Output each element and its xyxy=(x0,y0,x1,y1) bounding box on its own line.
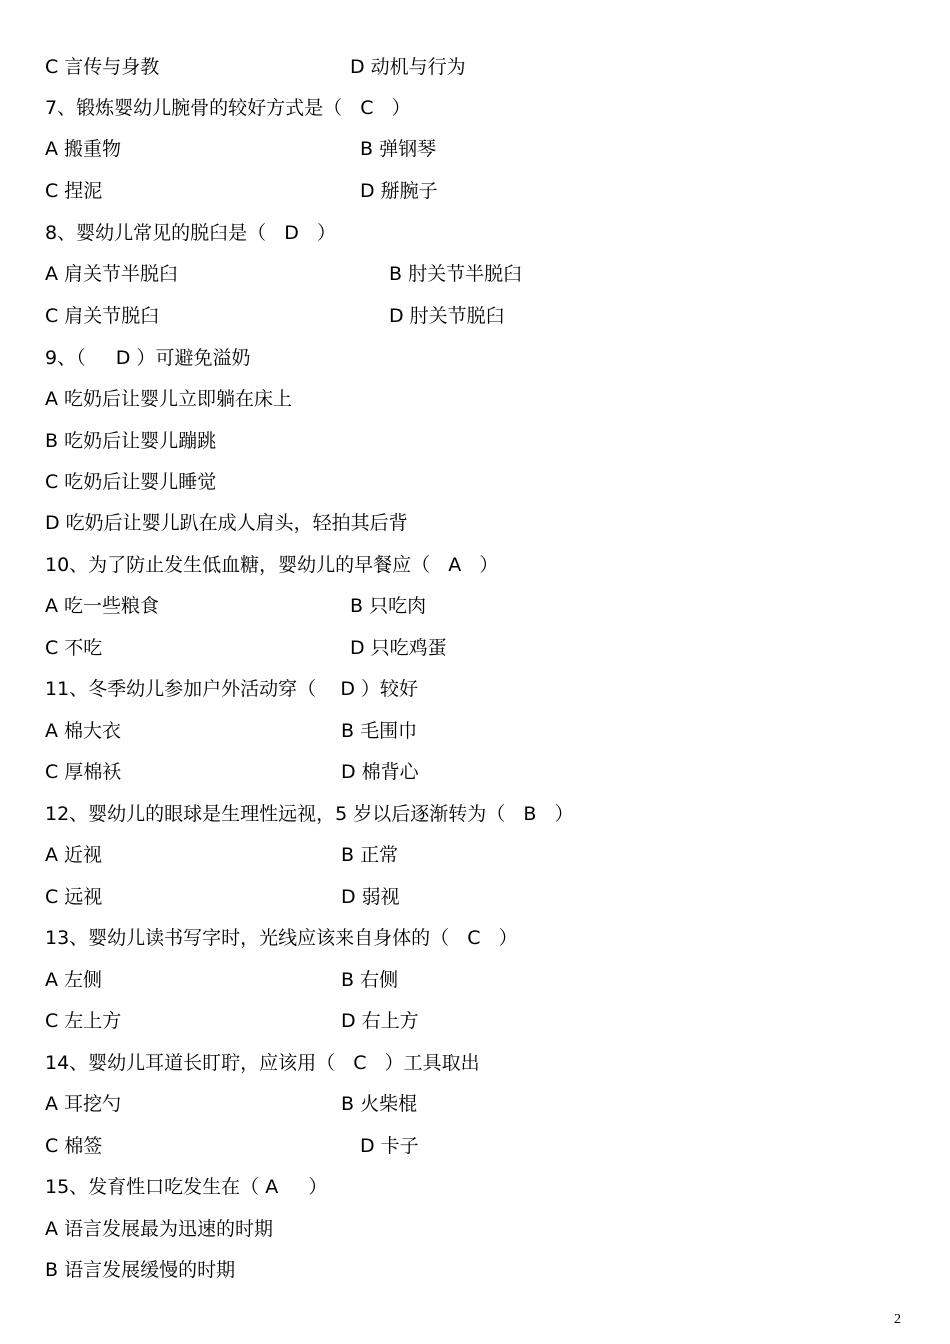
option-c: C 言传与身教 xyxy=(45,56,160,78)
option-a: A 搬重物 xyxy=(45,138,122,160)
option-b: B 吃奶后让婴儿蹦跳 xyxy=(45,430,217,452)
option-d: D 掰腕子 xyxy=(360,180,438,202)
option-c: C 远视 xyxy=(45,886,103,908)
option-b: B 正常 xyxy=(341,844,399,866)
option-d: D 动机与行为 xyxy=(350,56,466,78)
option-c: C 肩关节脱臼 xyxy=(45,305,160,327)
option-c: C 捏泥 xyxy=(45,180,103,202)
option-b: B 火柴棍 xyxy=(341,1093,418,1115)
option-c: C 吃奶后让婴儿睡觉 xyxy=(45,471,217,493)
option-a: A 吃奶后让婴儿立即躺在床上 xyxy=(45,388,293,410)
option-b: B 肘关节半脱臼 xyxy=(389,263,523,285)
option-d: D 肘关节脱臼 xyxy=(389,305,505,327)
option-a: A 近视 xyxy=(45,844,103,866)
option-b: B 弹钢琴 xyxy=(360,138,437,160)
option-a: A 语言发展最为迅速的时期 xyxy=(45,1218,274,1240)
question-9: 9、（ D ）可避免溢奶 xyxy=(45,347,251,369)
option-a: A 耳挖勺 xyxy=(45,1093,122,1115)
option-b: B 语言发展缓慢的时期 xyxy=(45,1259,236,1281)
option-d: D 弱视 xyxy=(341,886,400,908)
option-c: C 左上方 xyxy=(45,1010,122,1032)
option-c: C 不吃 xyxy=(45,637,103,659)
question-10: 10、为了防止发生低血糖，婴幼儿的早餐应（ A ） xyxy=(45,554,499,576)
question-14: 14、婴幼儿耳道长盯聍，应该用（ C ）工具取出 xyxy=(45,1052,480,1074)
option-d: D 棉背心 xyxy=(341,761,419,783)
option-a: A 左侧 xyxy=(45,969,103,991)
option-d: D 吃奶后让婴儿趴在成人肩头，轻拍其后背 xyxy=(45,512,408,534)
option-b: B 毛围巾 xyxy=(341,720,418,742)
question-8: 8、婴幼儿常见的脱臼是（ D ） xyxy=(45,222,336,244)
question-7: 7、锻炼婴幼儿腕骨的较好方式是（ C ） xyxy=(45,97,411,119)
option-a: A 肩关节半脱臼 xyxy=(45,263,179,285)
option-c: C 厚棉袄 xyxy=(45,761,122,783)
question-13: 13、婴幼儿读书写字时，光线应该来自身体的（ C ） xyxy=(45,927,518,949)
question-15: 15、发育性口吃发生在（ A ） xyxy=(45,1176,328,1198)
option-b: B 右侧 xyxy=(341,969,399,991)
question-11: 11、冬季幼儿参加户外活动穿（ D ）较好 xyxy=(45,678,419,700)
option-b: B 只吃肉 xyxy=(350,595,427,617)
option-a: A 棉大衣 xyxy=(45,720,122,742)
option-d: D 只吃鸡蛋 xyxy=(350,637,447,659)
option-d: D 右上方 xyxy=(341,1010,419,1032)
option-a: A 吃一些粮食 xyxy=(45,595,160,617)
option-d: D 卡子 xyxy=(360,1135,419,1157)
question-12: 12、婴幼儿的眼球是生理性远视，5 岁以后逐渐转为（ B ） xyxy=(45,803,574,825)
option-c: C 棉签 xyxy=(45,1135,103,1157)
page-number: 2 xyxy=(894,1312,901,1327)
